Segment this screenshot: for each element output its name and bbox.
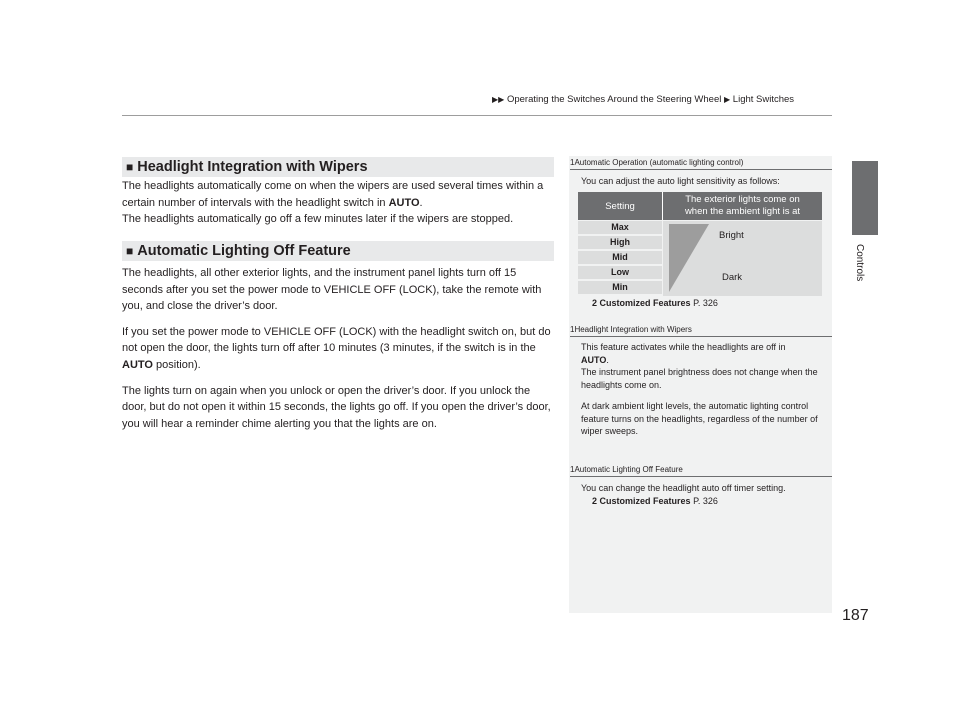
table-row-max: Max	[578, 221, 662, 234]
section-title: Automatic Lighting Off Feature	[137, 243, 351, 259]
double-arrow-icon: ▶▶	[492, 95, 505, 104]
sensitivity-table	[578, 192, 822, 296]
table-row-mid: Mid	[578, 251, 662, 264]
breadcrumb-item-switches: Operating the Switches Around the Steering Wheel	[506, 94, 722, 105]
note-title-headlight-integration	[570, 325, 692, 334]
header-divider	[122, 115, 832, 116]
section-title: Headlight Integration with Wipers	[137, 159, 368, 175]
note-title-auto-operation	[570, 158, 743, 167]
text-run: .	[419, 196, 423, 209]
chapter-tab-label	[854, 244, 878, 334]
header-line: when the ambient light is at	[684, 206, 801, 217]
note-divider	[570, 169, 832, 170]
square-bullet-icon: ■	[126, 244, 134, 258]
page-number: 187	[842, 607, 869, 624]
chapter-tab-marker	[852, 161, 878, 235]
note-index: 1	[570, 158, 575, 167]
note-index: 1	[570, 325, 575, 334]
note-title-text: Headlight Integration with Wipers	[574, 325, 692, 334]
section-body-headlight-integration	[122, 178, 554, 228]
reference-arrow-icon: 2	[592, 496, 598, 506]
note-line: At dark ambient light levels, the automatic lighting control feature turns on the headlights, regardless of the number of wiper sweeps.	[581, 401, 818, 436]
table-row-low: Low	[578, 266, 662, 279]
note-line: This feature activates while the headlights are off in	[581, 342, 786, 352]
reference-page: P. 326	[690, 298, 718, 308]
chapter-tab-text: Controls	[854, 244, 865, 282]
table-row-min: Min	[578, 281, 662, 294]
text-run: If you set the power mode to VEHICLE OFF (LOCK) with the headlight switch on, but do not open the door, the lights turn off after 10 minutes (3 minutes, if the switch is in the	[122, 325, 551, 355]
reference-title: Customized Features	[599, 298, 691, 308]
text-run: The headlights automatically come on when the wipers are used several times within a certain number of intervals with the headlight switch in	[122, 180, 544, 209]
note-title-text: Automatic Operation (automatic lighting control)	[574, 158, 744, 167]
header-line: The exterior lights come on	[685, 194, 800, 205]
section-heading-headlight-integration	[122, 157, 554, 177]
arrow-icon: ▶	[724, 95, 731, 104]
note-index: 1	[570, 465, 575, 474]
note-body	[581, 341, 825, 438]
reference-title: Customized Features	[599, 496, 691, 506]
note-divider	[570, 476, 832, 477]
table-row-high: High	[578, 236, 662, 249]
note-title-auto-lighting-off	[570, 465, 683, 474]
text-run: position).	[152, 358, 201, 371]
section-body-auto-lighting-off	[122, 265, 554, 432]
note-line: The instrument panel brightness does not change when the headlights come on.	[581, 367, 818, 390]
cross-reference[interactable]	[592, 297, 718, 310]
note-divider	[570, 336, 832, 337]
breadcrumb-item-light-switches: Light Switches	[732, 94, 795, 105]
paragraph	[122, 178, 554, 211]
text-run: .	[606, 354, 609, 365]
section-heading-auto-lighting-off	[122, 241, 554, 261]
bold-term: AUTO	[388, 196, 420, 209]
table-header-setting: Setting	[605, 200, 635, 212]
paragraph: The headlights, all other exterior lights, and the instrument panel lights turn off 15 seconds after you set the power mode to VEHICLE OFF (LOCK), take the remote with you, and close the driver’s door.	[122, 267, 542, 313]
bright-label: Bright	[719, 230, 744, 241]
square-bullet-icon: ■	[126, 160, 134, 174]
table-header-ambient	[663, 194, 822, 218]
paragraph: The headlights automatically go off a few minutes later if the wipers are stopped.	[122, 213, 514, 226]
cross-reference[interactable]	[592, 495, 718, 508]
note-line	[581, 354, 825, 367]
paragraph	[122, 324, 554, 374]
bold-term: AUTO	[122, 358, 153, 371]
reference-page: P. 326	[690, 496, 718, 506]
breadcrumb	[492, 94, 794, 105]
table-header	[578, 192, 822, 220]
note-title-text: Automatic Lighting Off Feature	[574, 465, 683, 474]
bold-term: AUTO	[581, 354, 607, 365]
paragraph: The lights turn on again when you unlock or open the driver’s door. If you unlock the door, but do not open it within 15 seconds, the lights go off. If you open the driver’s door, you will hear a reminder chime alerting you that the lights are on.	[122, 384, 551, 430]
note-text: You can change the headlight auto off timer setting.	[581, 483, 786, 493]
note-text: You can adjust the auto light sensitivity as follows:	[581, 176, 780, 186]
dark-label: Dark	[722, 272, 743, 283]
reference-arrow-icon: 2	[592, 298, 598, 308]
